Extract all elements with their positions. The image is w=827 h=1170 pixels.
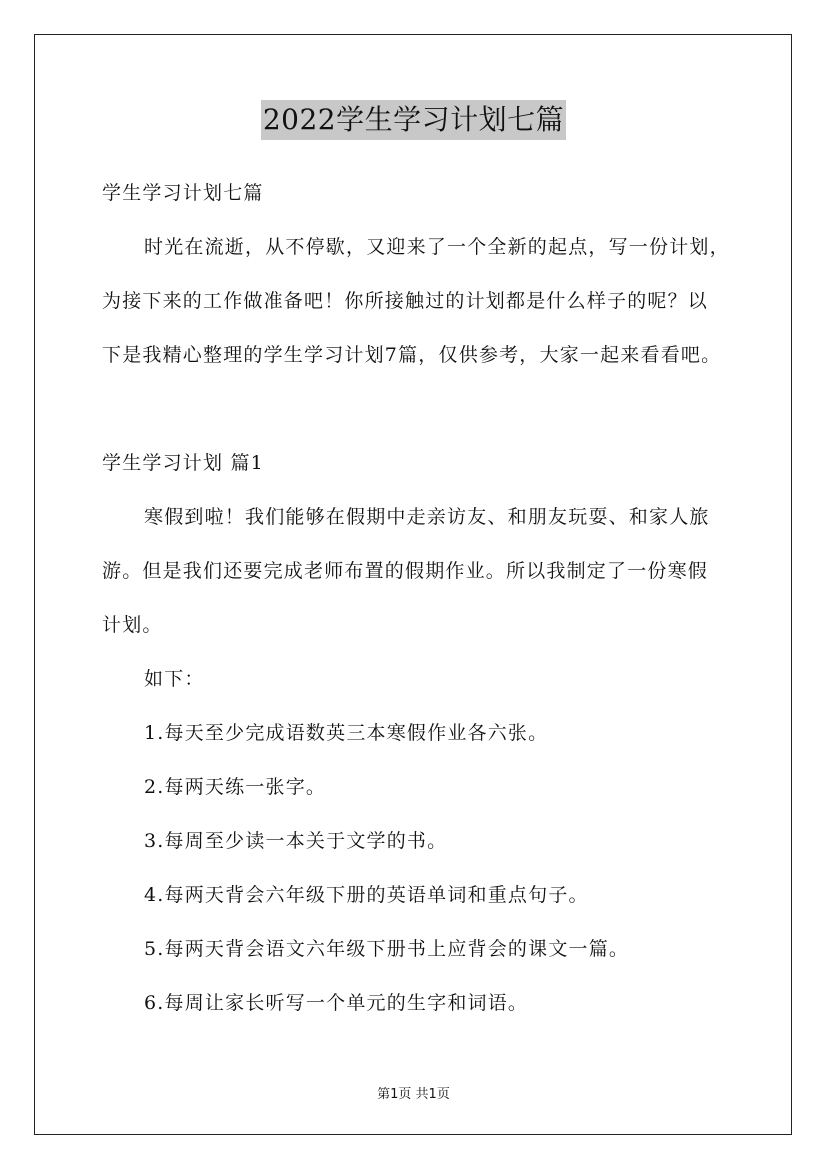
list-item: 4.每两天背会六年级下册的英语单词和重点句子。 (144, 884, 589, 906)
title-container (0, 100, 827, 140)
list-item: 3.每周至少读一本关于文学的书。 (144, 830, 448, 852)
as-follows-label: 如下： (144, 668, 205, 690)
paragraph-line: 计划。 (102, 614, 163, 636)
document-title: 2022学生学习计划七篇 (261, 100, 566, 140)
intro-line: 时光在流逝，从不停歇，又迎来了一个全新的起点，写一份计划， (144, 236, 730, 258)
list-item: 5.每两天背会语文六年级下册书上应背会的课文一篇。 (144, 938, 630, 960)
section-heading: 学生学习计划 篇1 (102, 452, 264, 474)
intro-line: 下是我精心整理的学生学习计划7篇，仅供参考，大家一起来看看吧。 (102, 344, 722, 366)
paragraph-line: 游。但是我们还要完成老师布置的假期作业。所以我制定了一份寒假 (102, 560, 709, 582)
paragraph-line: 寒假到啦！我们能够在假期中走亲访友、和朋友玩耍、和家人旅 (144, 506, 710, 528)
list-item: 2.每两天练一张字。 (144, 776, 327, 798)
blank-line (102, 382, 742, 436)
list-item: 1.每天至少完成语数英三本寒假作业各六张。 (144, 722, 549, 744)
page-footer: 第1页 共1页 (377, 1087, 450, 1102)
intro-line: 为接下来的工作做准备吧！你所接触过的计划都是什么样子的呢？以 (102, 290, 709, 312)
subtitle: 学生学习计划七篇 (102, 182, 264, 204)
list-item: 6.每周让家长听写一个单元的生字和词语。 (144, 992, 529, 1014)
document-body (102, 166, 742, 1030)
